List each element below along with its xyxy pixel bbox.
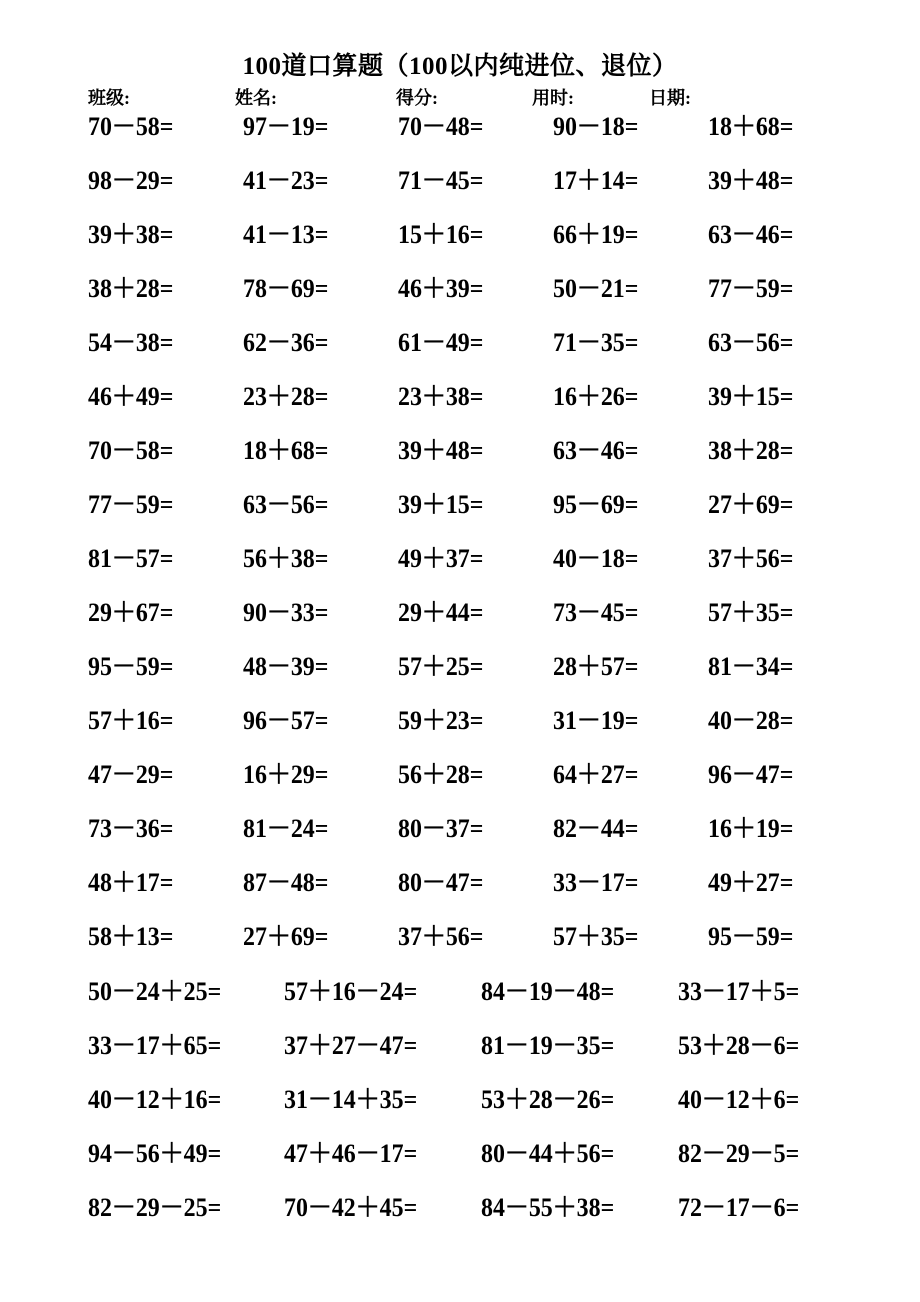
arithmetic-problem: 33－17＋65= bbox=[88, 1031, 222, 1060]
arithmetic-problem: 84－19－48= bbox=[481, 977, 615, 1006]
arithmetic-problem: 84－55＋38= bbox=[481, 1193, 615, 1222]
arithmetic-problem: 48－39= bbox=[243, 652, 329, 681]
arithmetic-problem: 73－45= bbox=[553, 598, 639, 627]
arithmetic-problem: 66＋19= bbox=[553, 220, 639, 249]
arithmetic-problem: 97－19= bbox=[243, 112, 329, 141]
time-used-field-label: 用时: bbox=[532, 88, 574, 108]
arithmetic-problem: 31－19= bbox=[553, 706, 639, 735]
arithmetic-problem: 29＋67= bbox=[88, 598, 174, 627]
arithmetic-problem: 39＋15= bbox=[398, 490, 484, 519]
arithmetic-problem: 57＋35= bbox=[708, 598, 794, 627]
arithmetic-problem: 28＋57= bbox=[553, 652, 639, 681]
arithmetic-problem: 82－44= bbox=[553, 814, 639, 843]
arithmetic-problem: 57＋35= bbox=[553, 922, 639, 951]
arithmetic-problem: 54－38= bbox=[88, 328, 174, 357]
arithmetic-problem: 50－21= bbox=[553, 274, 639, 303]
arithmetic-problem: 41－23= bbox=[243, 166, 329, 195]
arithmetic-problem: 81－24= bbox=[243, 814, 329, 843]
arithmetic-problem: 39＋38= bbox=[88, 220, 174, 249]
arithmetic-problem: 29＋44= bbox=[398, 598, 484, 627]
arithmetic-problem: 15＋16= bbox=[398, 220, 484, 249]
arithmetic-problem: 37＋27－47= bbox=[284, 1031, 418, 1060]
arithmetic-problem: 98－29= bbox=[88, 166, 174, 195]
arithmetic-problem: 78－69= bbox=[243, 274, 329, 303]
arithmetic-problem: 48＋17= bbox=[88, 868, 174, 897]
arithmetic-problem: 53＋28－26= bbox=[481, 1085, 615, 1114]
arithmetic-problem: 39＋15= bbox=[708, 382, 794, 411]
arithmetic-problem: 53＋28－6= bbox=[678, 1031, 800, 1060]
arithmetic-problem: 77－59= bbox=[88, 490, 174, 519]
arithmetic-problem: 96－47= bbox=[708, 760, 794, 789]
score-field-label: 得分: bbox=[396, 88, 438, 108]
arithmetic-problem: 50－24＋25= bbox=[88, 977, 222, 1006]
arithmetic-problem: 71－45= bbox=[398, 166, 484, 195]
name-field-label: 姓名: bbox=[235, 88, 277, 108]
arithmetic-problem: 81－34= bbox=[708, 652, 794, 681]
arithmetic-problem: 70－58= bbox=[88, 112, 174, 141]
arithmetic-problem: 41－13= bbox=[243, 220, 329, 249]
arithmetic-problem: 56＋38= bbox=[243, 544, 329, 573]
arithmetic-problem: 33－17＋5= bbox=[678, 977, 800, 1006]
arithmetic-problem: 57＋16= bbox=[88, 706, 174, 735]
arithmetic-problem: 63－46= bbox=[553, 436, 639, 465]
arithmetic-problem: 61－49= bbox=[398, 328, 484, 357]
arithmetic-problem: 40－12＋6= bbox=[678, 1085, 800, 1114]
arithmetic-problem: 39＋48= bbox=[708, 166, 794, 195]
arithmetic-problem: 90－18= bbox=[553, 112, 639, 141]
class-field-label: 班级: bbox=[88, 88, 130, 108]
arithmetic-problem: 87－48= bbox=[243, 868, 329, 897]
arithmetic-problem: 47＋46－17= bbox=[284, 1139, 418, 1168]
arithmetic-problem: 70－58= bbox=[88, 436, 174, 465]
arithmetic-problem: 16＋26= bbox=[553, 382, 639, 411]
arithmetic-problem: 56＋28= bbox=[398, 760, 484, 789]
arithmetic-problem: 39＋48= bbox=[398, 436, 484, 465]
arithmetic-problem: 96－57= bbox=[243, 706, 329, 735]
arithmetic-problem: 70－42＋45= bbox=[284, 1193, 418, 1222]
arithmetic-problem: 37＋56= bbox=[708, 544, 794, 573]
arithmetic-problem: 62－36= bbox=[243, 328, 329, 357]
arithmetic-problem: 46＋49= bbox=[88, 382, 174, 411]
arithmetic-problem: 38＋28= bbox=[88, 274, 174, 303]
arithmetic-problem: 95－69= bbox=[553, 490, 639, 519]
arithmetic-problem: 49＋37= bbox=[398, 544, 484, 573]
arithmetic-problem: 82－29－25= bbox=[88, 1193, 222, 1222]
arithmetic-problem: 23＋38= bbox=[398, 382, 484, 411]
arithmetic-problem: 70－48= bbox=[398, 112, 484, 141]
arithmetic-problem: 80－47= bbox=[398, 868, 484, 897]
arithmetic-problem: 16＋19= bbox=[708, 814, 794, 843]
worksheet-title: 100道口算题（100以内纯进位、退位） bbox=[242, 53, 678, 80]
arithmetic-problem: 40－12＋16= bbox=[88, 1085, 222, 1114]
arithmetic-problem: 82－29－5= bbox=[678, 1139, 800, 1168]
arithmetic-problem: 63－46= bbox=[708, 220, 794, 249]
arithmetic-problem: 31－14＋35= bbox=[284, 1085, 418, 1114]
arithmetic-problem: 59＋23= bbox=[398, 706, 484, 735]
arithmetic-problem: 49＋27= bbox=[708, 868, 794, 897]
arithmetic-problem: 81－19－35= bbox=[481, 1031, 615, 1060]
arithmetic-problem: 64＋27= bbox=[553, 760, 639, 789]
arithmetic-problem: 81－57= bbox=[88, 544, 174, 573]
date-field-label: 日期: bbox=[649, 88, 691, 108]
arithmetic-problem: 40－18= bbox=[553, 544, 639, 573]
arithmetic-problem: 33－17= bbox=[553, 868, 639, 897]
arithmetic-problem: 27＋69= bbox=[708, 490, 794, 519]
arithmetic-problem: 71－35= bbox=[553, 328, 639, 357]
arithmetic-problem: 90－33= bbox=[243, 598, 329, 627]
arithmetic-problem: 80－37= bbox=[398, 814, 484, 843]
arithmetic-problem: 57＋25= bbox=[398, 652, 484, 681]
arithmetic-problem: 47－29= bbox=[88, 760, 174, 789]
arithmetic-problem: 95－59= bbox=[88, 652, 174, 681]
arithmetic-problem: 23＋28= bbox=[243, 382, 329, 411]
arithmetic-problem: 46＋39= bbox=[398, 274, 484, 303]
arithmetic-problem: 63－56= bbox=[243, 490, 329, 519]
arithmetic-problem: 37＋56= bbox=[398, 922, 484, 951]
arithmetic-problem: 57＋16－24= bbox=[284, 977, 418, 1006]
arithmetic-problem: 73－36= bbox=[88, 814, 174, 843]
arithmetic-problem: 27＋69= bbox=[243, 922, 329, 951]
arithmetic-problem: 77－59= bbox=[708, 274, 794, 303]
arithmetic-problem: 40－28= bbox=[708, 706, 794, 735]
arithmetic-problem: 80－44＋56= bbox=[481, 1139, 615, 1168]
arithmetic-problem: 63－56= bbox=[708, 328, 794, 357]
arithmetic-problem: 18＋68= bbox=[243, 436, 329, 465]
arithmetic-problem: 94－56＋49= bbox=[88, 1139, 222, 1168]
arithmetic-problem: 18＋68= bbox=[708, 112, 794, 141]
arithmetic-problem: 17＋14= bbox=[553, 166, 639, 195]
arithmetic-problem: 95－59= bbox=[708, 922, 794, 951]
arithmetic-problem: 38＋28= bbox=[708, 436, 794, 465]
arithmetic-problem: 16＋29= bbox=[243, 760, 329, 789]
arithmetic-problem: 72－17－6= bbox=[678, 1193, 800, 1222]
arithmetic-problem: 58＋13= bbox=[88, 922, 174, 951]
